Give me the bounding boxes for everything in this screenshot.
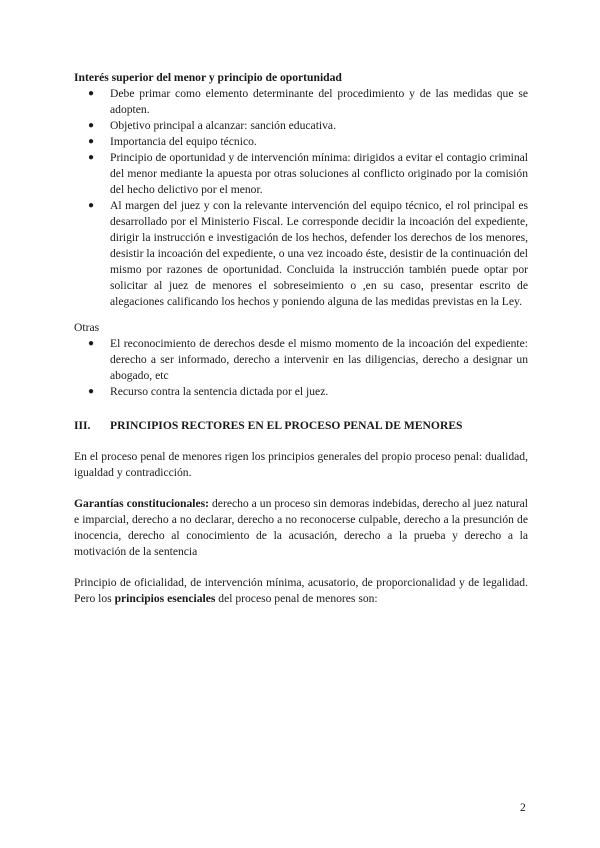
list-item: ● Recurso contra la sentencia dictada por el juez. — [88, 385, 329, 398]
section-heading-otras: Otras — [74, 321, 100, 334]
list-item: ● Objetivo principal a alcanzar: sanción educativa. — [88, 119, 336, 132]
list-item: ● Debe primar como elemento determinante del procedimiento y de las medidas que se adopten. — [88, 87, 528, 116]
bullet-icon: ● — [88, 200, 95, 211]
list-item: ● Principio de oportunidad y de intervención mínima: dirigidos a evitar el contagio criminal del menor mediante la apuesta por otras soluciones al conflicto originado por la comisión del hecho delictivo por el menor. — [88, 151, 528, 196]
bold-term: Garantías constitucionales: — [74, 497, 210, 510]
bullet-icon: ● — [88, 88, 95, 99]
paragraph-principios-generales: En el proceso penal de menores rigen los principios generales del propio proceso penal: dualidad, igualdad y contradicción. — [74, 450, 528, 479]
section-number: III. — [74, 419, 91, 432]
list-item: ● El reconocimiento de derechos desde el mismo momento de la incoación del expediente: derecho a ser informado, derecho a intervenir en las diligencias, derecho a designar un abogado, etc — [88, 337, 528, 382]
bold-term: principios esenciales — [114, 592, 216, 605]
list-item: ● Al margen del juez y con la relevante intervención del equipo técnico, el rol principal es desarrollado por el Ministerio Fiscal. Le corresponde decidir la incoación del expediente, dirigir la instrucción e investigación de los hechos, defender los derechos de los menores, desistir la incoación del expediente, o una vez incoado éste, desistir de la continuación del mismo por razones de oportunidad. Concluida la instrucción también puede optar por solicitar al juez de menores el sobreseimiento o ,en su caso, presentar escrito de alegaciones calificando los hechos y poniendo alguna de las medidas previstas en la Ley. — [88, 199, 528, 308]
bullet-icon: ● — [88, 120, 95, 131]
bullet-icon: ● — [88, 136, 95, 147]
section-heading-interes-superior: Interés superior del menor y principio de oportunidad — [74, 71, 342, 84]
bullet-icon: ● — [88, 338, 95, 349]
paragraph-garantias-constitucionales: Garantías constitucionales: derecho a un proceso sin demoras indebidas, derecho al juez natural e imparcial, derecho a no declarar, derecho a no reconocerse culpable, derecho a la presunción de inocencia, derecho al conocimiento de la acusación, derecho a la prueba y derecho a la motivación de la sentencia — [74, 497, 529, 558]
paragraph-principio-oficialidad: Principio de oficialidad, de intervención mínima, acusatorio, de proporcionalidad y de legalidad. Pero los principios esenciales del proceso penal de menores son: — [74, 576, 528, 605]
page-content — [74, 70, 528, 607]
bullet-list-otras — [74, 336, 528, 400]
section-title-text: PRINCIPIOS RECTORES EN EL PROCESO PENAL DE MENORES — [110, 419, 463, 432]
section-title-principios-rectores — [74, 418, 528, 434]
bullet-icon: ● — [88, 152, 95, 163]
list-item: ● Importancia del equipo técnico. — [88, 135, 257, 148]
bullet-list-interes-superior — [74, 86, 528, 310]
page-number: 2 — [520, 801, 526, 814]
bullet-icon: ● — [88, 386, 95, 397]
